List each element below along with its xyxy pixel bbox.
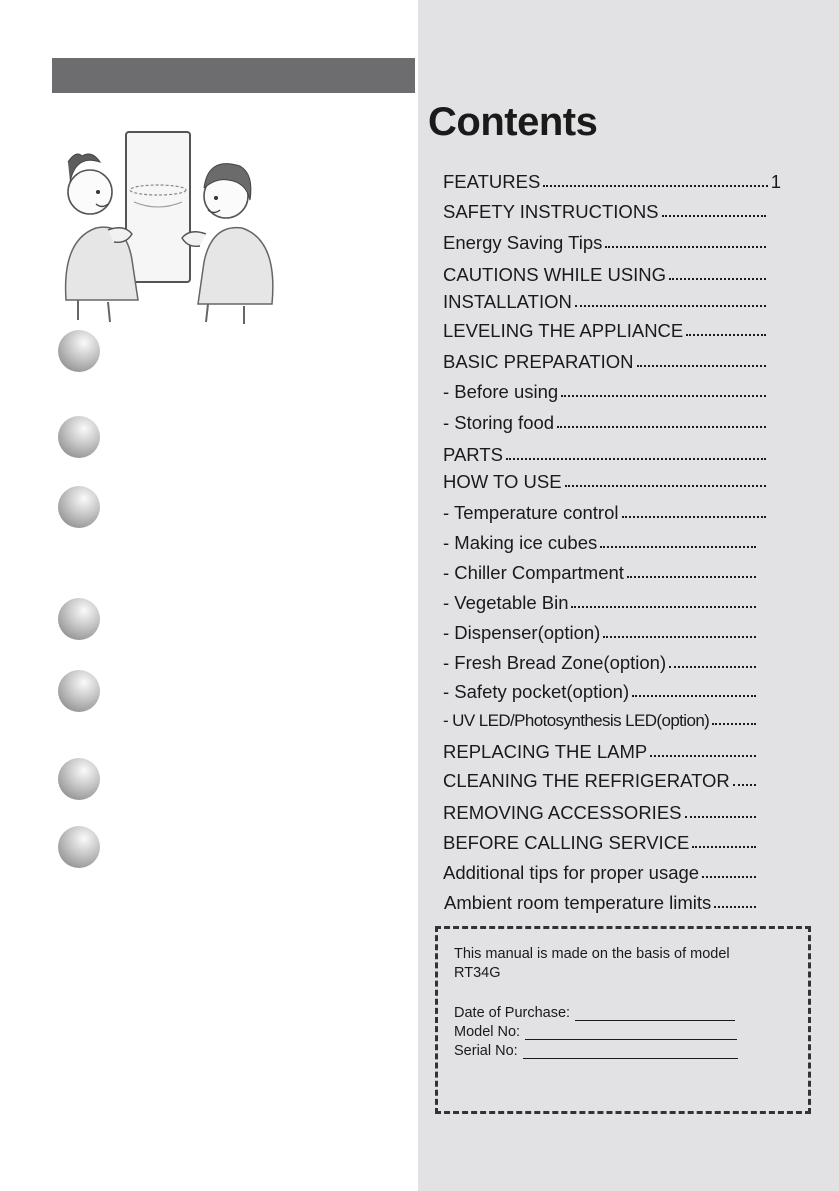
serial-no-field[interactable]: [454, 1043, 738, 1059]
toc-label: INSTALLATION: [443, 291, 572, 312]
toc-label: - Storing food: [443, 412, 555, 433]
section-bullet-7: [58, 826, 100, 868]
toc-label: LEVELING THE APPLIANCE: [443, 320, 684, 341]
toc-entry[interactable]: [443, 681, 759, 703]
model-no-line[interactable]: [525, 1025, 737, 1040]
toc-label: REPLACING THE LAMP: [443, 741, 648, 762]
toc-label: BASIC PREPARATION: [443, 351, 634, 372]
toc-label: CLEANING THE REFRIGERATOR: [443, 770, 730, 791]
section-bullet-3: [58, 486, 100, 528]
toc-leader: [627, 573, 756, 578]
toc-label: - Dispenser(option): [443, 622, 601, 643]
serial-no-line[interactable]: [523, 1044, 738, 1059]
toc-leader: [557, 423, 766, 428]
toc-leader: [685, 813, 757, 818]
toc-label: - Before using: [443, 381, 559, 402]
toc-label: FEATURES: [443, 171, 541, 192]
toc-label: - Chiller Compartment: [443, 562, 624, 583]
section-bullet-1: [58, 330, 100, 372]
toc-leader: [702, 873, 756, 878]
note-model-basis: This manual is made on the basis of model: [454, 946, 730, 962]
toc-entry[interactable]: [443, 412, 769, 434]
toc-leader: [603, 633, 756, 638]
toc-label: - Temperature control: [443, 502, 619, 523]
toc-leader: [605, 243, 766, 248]
header-bar: [52, 58, 415, 93]
toc-leader: [662, 212, 766, 217]
toc-leader: [632, 692, 756, 697]
toc-entry[interactable]: [443, 592, 759, 614]
model-no-label: Model No:: [454, 1024, 521, 1040]
toc-entry[interactable]: [443, 320, 769, 342]
toc-entry[interactable]: [443, 471, 769, 493]
section-bullet-4: [58, 598, 100, 640]
toc-label: Ambient room temperature limits: [444, 892, 712, 913]
date-of-purchase-label: Date of Purchase:: [454, 1005, 571, 1021]
toc-label: - UV LED/Photosynthesis LED(option): [443, 711, 710, 730]
toc-label: - Fresh Bread Zone(option): [443, 652, 667, 673]
toc-entry[interactable]: [443, 652, 759, 674]
toc-label: HOW TO USE: [443, 471, 562, 492]
toc-leader: [669, 275, 766, 280]
toc-page: 1: [770, 171, 781, 192]
toc-leader: [669, 663, 756, 668]
toc-entry[interactable]: [443, 532, 759, 554]
toc-entry[interactable]: [443, 232, 769, 254]
toc-leader: [575, 302, 766, 307]
note-model-number: RT34G: [454, 965, 501, 981]
section-bullet-5: [58, 670, 100, 712]
toc-entry[interactable]: [443, 502, 769, 524]
section-bullet-2: [58, 416, 100, 458]
toc-entry[interactable]: [443, 802, 759, 824]
toc-entry[interactable]: [443, 832, 759, 854]
toc-label: BEFORE CALLING SERVICE: [443, 832, 690, 853]
purchase-note-box: [435, 926, 811, 1114]
toc-leader: [733, 781, 756, 786]
toc-leader: [571, 603, 756, 608]
toc-leader: [622, 513, 767, 518]
toc-leader: [686, 331, 766, 336]
toc-label: CAUTIONS WHILE USING: [443, 264, 667, 285]
toc-leader: [506, 455, 766, 460]
serial-no-label: Serial No:: [454, 1043, 518, 1059]
toc-entry[interactable]: [444, 892, 759, 914]
toc-entry[interactable]: [443, 291, 769, 313]
section-bullet-6: [58, 758, 100, 800]
toc-leader: [650, 752, 756, 757]
toc-label: PARTS: [443, 444, 503, 465]
toc-entry[interactable]: [443, 862, 759, 884]
toc-entry[interactable]: [443, 171, 781, 193]
family-refrigerator-illustration: [58, 122, 280, 327]
toc-leader: [692, 843, 756, 848]
toc-label: - Making ice cubes: [443, 532, 598, 553]
toc-leader: [561, 392, 766, 397]
toc-label: - Vegetable Bin: [443, 592, 569, 613]
date-of-purchase-field[interactable]: [454, 1005, 735, 1021]
model-no-field[interactable]: [454, 1024, 737, 1040]
toc-entry[interactable]: [443, 444, 769, 466]
toc-entry[interactable]: [443, 562, 759, 584]
toc-entry[interactable]: [443, 741, 759, 763]
toc-label: - Safety pocket(option): [443, 681, 630, 702]
toc-label: Energy Saving Tips: [443, 232, 603, 253]
toc-entry[interactable]: [443, 381, 769, 403]
toc-entry[interactable]: [443, 622, 759, 644]
toc-leader: [637, 362, 766, 367]
toc-entry[interactable]: [443, 264, 769, 286]
toc-entry[interactable]: [443, 770, 759, 792]
toc-entry[interactable]: [443, 351, 769, 373]
toc-entry[interactable]: [443, 711, 759, 731]
toc-leader: [714, 903, 756, 908]
page-title: Contents: [428, 100, 598, 144]
toc-leader: [543, 182, 767, 187]
date-of-purchase-line[interactable]: [575, 1006, 735, 1021]
toc-label: REMOVING ACCESSORIES: [443, 802, 682, 823]
toc-label: Additional tips for proper usage: [443, 862, 700, 883]
toc-leader: [600, 543, 756, 548]
toc-leader: [712, 720, 756, 725]
toc-entry[interactable]: [443, 201, 769, 223]
toc-leader: [565, 482, 766, 487]
toc-label: SAFETY INSTRUCTIONS: [443, 201, 659, 222]
